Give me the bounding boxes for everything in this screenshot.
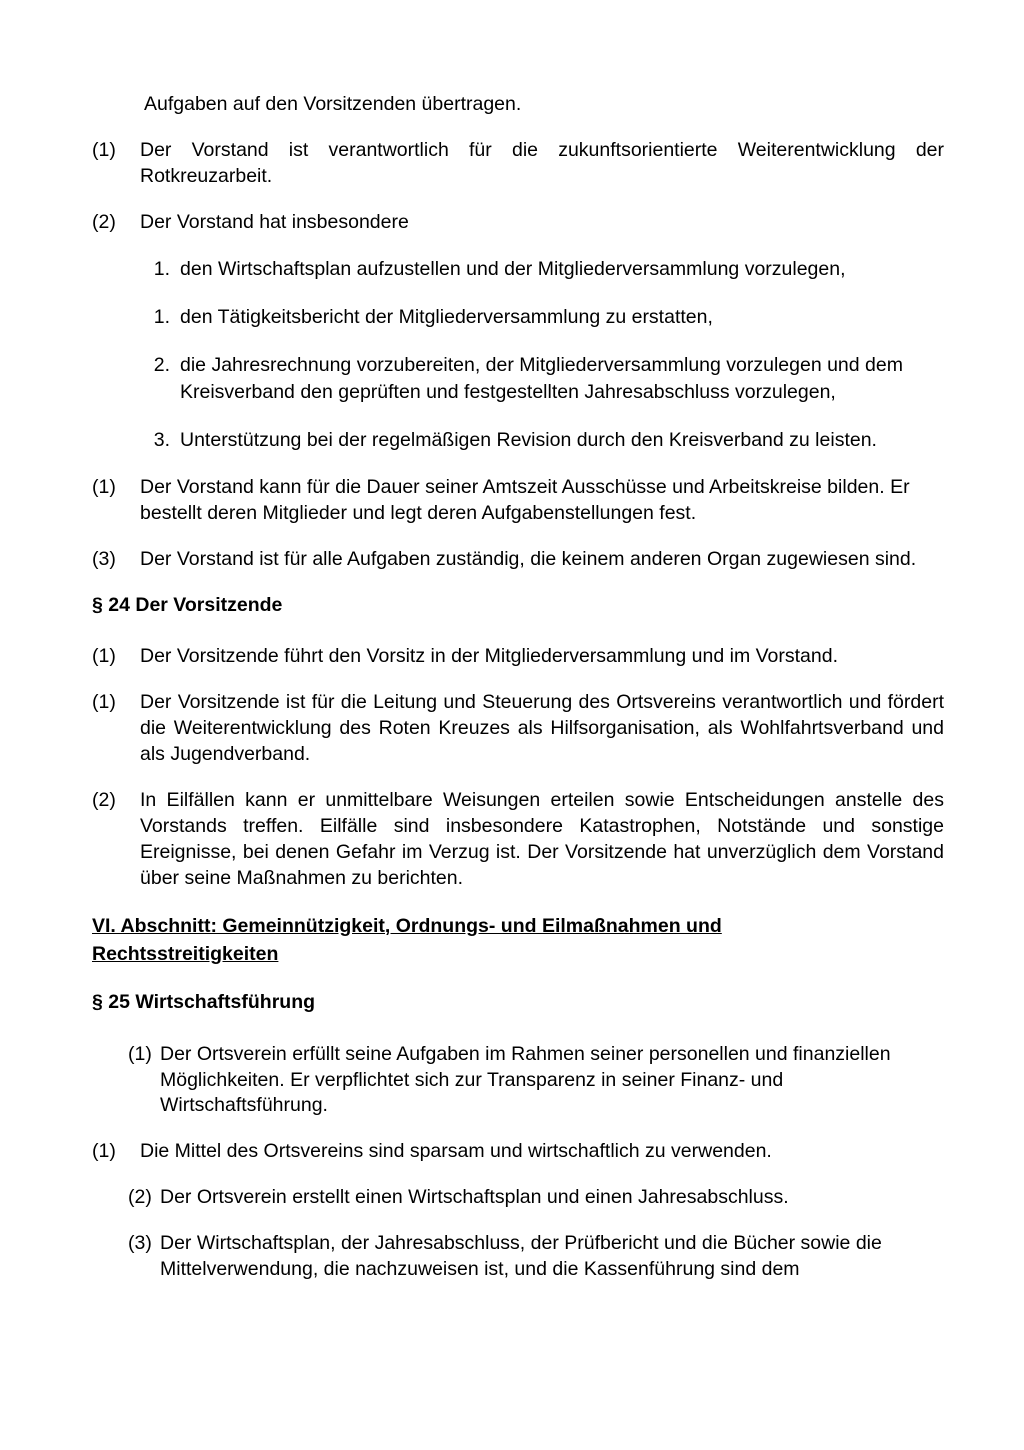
list-item-text: den Wirtschaftsplan aufzustellen und der Mitgliederversammlung vorzulegen, bbox=[180, 257, 846, 280]
list-item-marker: 1. bbox=[153, 306, 170, 328]
paragraph-text: Der Vorstand kann für die Dauer seiner Amtszeit Ausschüsse und Arbeitskreise bilden. Er bestellt deren Mitglieder und legt deren Aufgabenstellungen fest. bbox=[140, 476, 910, 525]
paragraph-text: Der Vorstand ist verantwortlich für die zukunftsorientierte Weiterentwicklung der Rotkreuzarbeit. bbox=[140, 138, 944, 187]
paragraph-marker: (2) bbox=[92, 789, 116, 812]
paragraph-text: In Eilfällen kann er unmittelbare Weisungen erteilen sowie Entscheidungen anstelle des Vorstands treffen. Eilfälle sind insbesondere Katastrophen, Notstände und sonstige Ereignisse, bei denen Gefahr im Verzug ist. Der Vorsitzende hat unverzüglich dem Vorstand über seine Maßnahmen zu berichten. bbox=[140, 789, 944, 889]
paragraph-text: Der Vorstand hat insbesondere bbox=[140, 210, 409, 233]
paragraph-marker: (3) bbox=[128, 1232, 152, 1255]
paragraph-24-1 bbox=[92, 644, 944, 670]
paragraph-marker: (1) bbox=[92, 691, 116, 714]
paragraph-marker: (1) bbox=[128, 1042, 152, 1065]
heading-section-25: § 25 Wirtschaftsführung bbox=[92, 991, 316, 1014]
paragraph-text: Der Ortsverein erstellt einen Wirtschaftsplan und einen Jahresabschluss. bbox=[160, 1186, 789, 1209]
list-item bbox=[92, 427, 944, 453]
lead-paragraph: Aufgaben auf den Vorsitzenden übertragen. bbox=[144, 93, 522, 115]
paragraph-marker: (2) bbox=[128, 1186, 152, 1209]
paragraph-24-2 bbox=[92, 690, 944, 768]
heading-section-24: § 24 Der Vorsitzende bbox=[92, 594, 283, 617]
paragraph-25-3 bbox=[92, 1185, 944, 1211]
paragraph-4 bbox=[92, 547, 944, 573]
paragraph-1 bbox=[92, 138, 944, 190]
paragraph-text: Der Vorsitzende führt den Vorsitz in der Mitgliederversammlung und im Vorstand. bbox=[140, 645, 839, 668]
paragraph-marker: (1) bbox=[92, 1140, 116, 1163]
list-item-text: die Jahresrechnung vorzubereiten, der Mitgliederversammlung vorzulegen und dem Kreisverband den geprüften und festgestellten Jahresabschluss vorzulegen, bbox=[180, 354, 903, 403]
paragraph-25-1 bbox=[92, 1042, 944, 1120]
paragraph-marker: (2) bbox=[92, 210, 116, 233]
paragraph-2 bbox=[92, 210, 944, 236]
paragraph-marker: (3) bbox=[92, 548, 116, 571]
list-item bbox=[92, 304, 944, 330]
list-item-marker: 1. bbox=[153, 257, 170, 280]
paragraph-text: Der Wirtschaftsplan, der Jahresabschluss, der Prüfbericht und die Bücher sowie die Mittelverwendung, die nachzuweisen ist, und die Kassenführung sind dem bbox=[160, 1232, 882, 1281]
paragraph-marker: (1) bbox=[92, 138, 116, 161]
list-item-marker: 3. bbox=[153, 428, 170, 451]
paragraph-24-3 bbox=[92, 788, 944, 892]
paragraph-25-2 bbox=[92, 1139, 944, 1165]
list-item-marker: 2. bbox=[153, 354, 170, 377]
paragraph-25-4 bbox=[92, 1231, 944, 1283]
paragraph-text: Der Ortsverein erfüllt seine Aufgaben im Rahmen seiner personellen und finanziellen Möglichkeiten. Er verpflichtet sich zur Transparenz in seiner Finanz- und Wirtschaftsführung. bbox=[160, 1042, 891, 1117]
list-item-text: Unterstützung bei der regelmäßigen Revision durch den Kreisverband zu leisten. bbox=[180, 428, 877, 451]
list-item bbox=[92, 256, 944, 282]
list-item-text: den Tätigkeitsbericht der Mitgliederversammlung zu erstatten, bbox=[180, 306, 713, 328]
paragraph-text: Der Vorsitzende ist für die Leitung und Steuerung des Ortsvereins verantwortlich und fördert die Weiterentwicklung des Roten Kreuzes als Hilfsorganisation, als Wohlfahrtsverband und als Jugendverband. bbox=[140, 691, 944, 766]
paragraph-marker: (1) bbox=[92, 476, 116, 499]
heading-section-vi: VI. Abschnitt: Gemeinnützigkeit, Ordnungs- und Eilmaßnahmen und Rechtsstreitigkeiten bbox=[92, 914, 722, 965]
list-item bbox=[92, 352, 944, 405]
paragraph-marker: (1) bbox=[92, 645, 116, 668]
paragraph-text: Der Vorstand ist für alle Aufgaben zuständig, die keinem anderen Organ zugewiesen sind. bbox=[140, 548, 917, 571]
paragraph-text: Die Mittel des Ortsvereins sind sparsam und wirtschaftlich zu verwenden. bbox=[140, 1140, 772, 1163]
paragraph-3 bbox=[92, 475, 944, 527]
